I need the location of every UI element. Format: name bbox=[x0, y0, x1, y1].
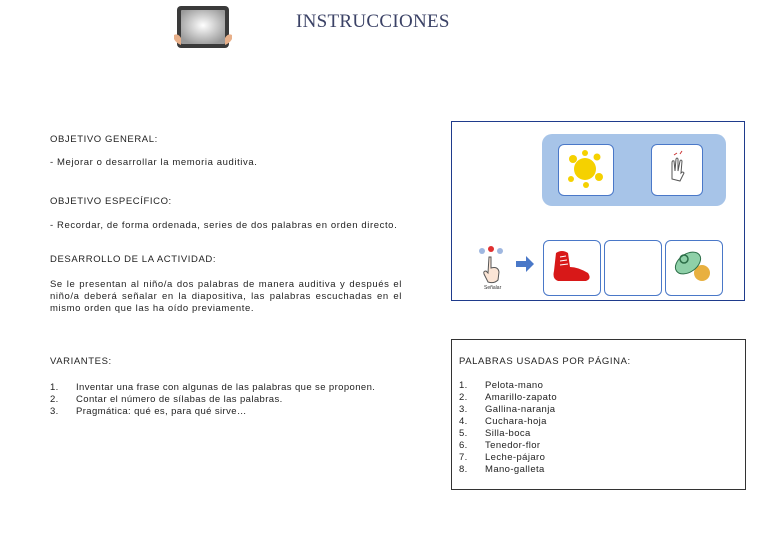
list-item: 5. Silla-boca bbox=[459, 428, 531, 439]
card-hand-sign[interactable] bbox=[651, 144, 703, 196]
list-item: 3. Gallina-naranja bbox=[459, 404, 556, 415]
list-item: 1. Inventar una frase con algunas de las palabras que se proponen. bbox=[50, 382, 376, 393]
arrow-right-icon bbox=[516, 256, 534, 272]
pointer-caption: Señalar bbox=[484, 285, 502, 291]
hand-sign-icon bbox=[652, 145, 701, 194]
red-shoe-icon bbox=[544, 241, 599, 294]
objective-general-heading: OBJETIVO GENERAL: bbox=[50, 134, 158, 145]
objective-specific-heading: OBJETIVO ESPECÍFICO: bbox=[50, 196, 172, 207]
words-box bbox=[451, 339, 746, 490]
card-yellow[interactable] bbox=[558, 144, 614, 196]
variants-heading: VARIANTES: bbox=[50, 356, 112, 367]
page-title: INSTRUCCIONES bbox=[296, 11, 450, 32]
list-item: 1. Pelota-mano bbox=[459, 380, 544, 391]
development-text: Se le presentan al niño/a dos palabras de manera auditiva y después el niño/a deberá señalar en la diapositiva, las palabras escuchadas en el mismo orden que las ha oído previamente. bbox=[50, 279, 402, 314]
list-item: 8. Mano-galleta bbox=[459, 464, 545, 475]
card-pacifier[interactable] bbox=[665, 240, 723, 296]
card-empty[interactable] bbox=[604, 240, 662, 296]
card-shoe[interactable] bbox=[543, 240, 601, 296]
yellow-splash-icon bbox=[559, 145, 612, 194]
pacifier-icon bbox=[666, 241, 721, 294]
tablet-icon bbox=[174, 5, 232, 49]
variants-list bbox=[50, 382, 410, 418]
list-item: 3. Pragmática: qué es, para qué sirve… bbox=[50, 406, 247, 417]
list-item: 6. Tenedor-flor bbox=[459, 440, 541, 451]
objective-specific-text: - Recordar, de forma ordenada, series de dos palabras en orden directo. bbox=[50, 220, 398, 231]
list-item: 4. Cuchara-hoja bbox=[459, 416, 547, 427]
objective-general-text: - Mejorar o desarrollar la memoria auditiva. bbox=[50, 157, 258, 168]
development-heading: DESARROLLO DE LA ACTIVIDAD: bbox=[50, 254, 217, 265]
list-item: 2. Contar el número de sílabas de las palabras. bbox=[50, 394, 283, 405]
list-item: 7. Leche-pájaro bbox=[459, 452, 546, 463]
words-list bbox=[459, 380, 557, 476]
words-heading: PALABRAS USADAS POR PÁGINA: bbox=[459, 356, 631, 367]
list-item: 2. Amarillo-zapato bbox=[459, 392, 557, 403]
